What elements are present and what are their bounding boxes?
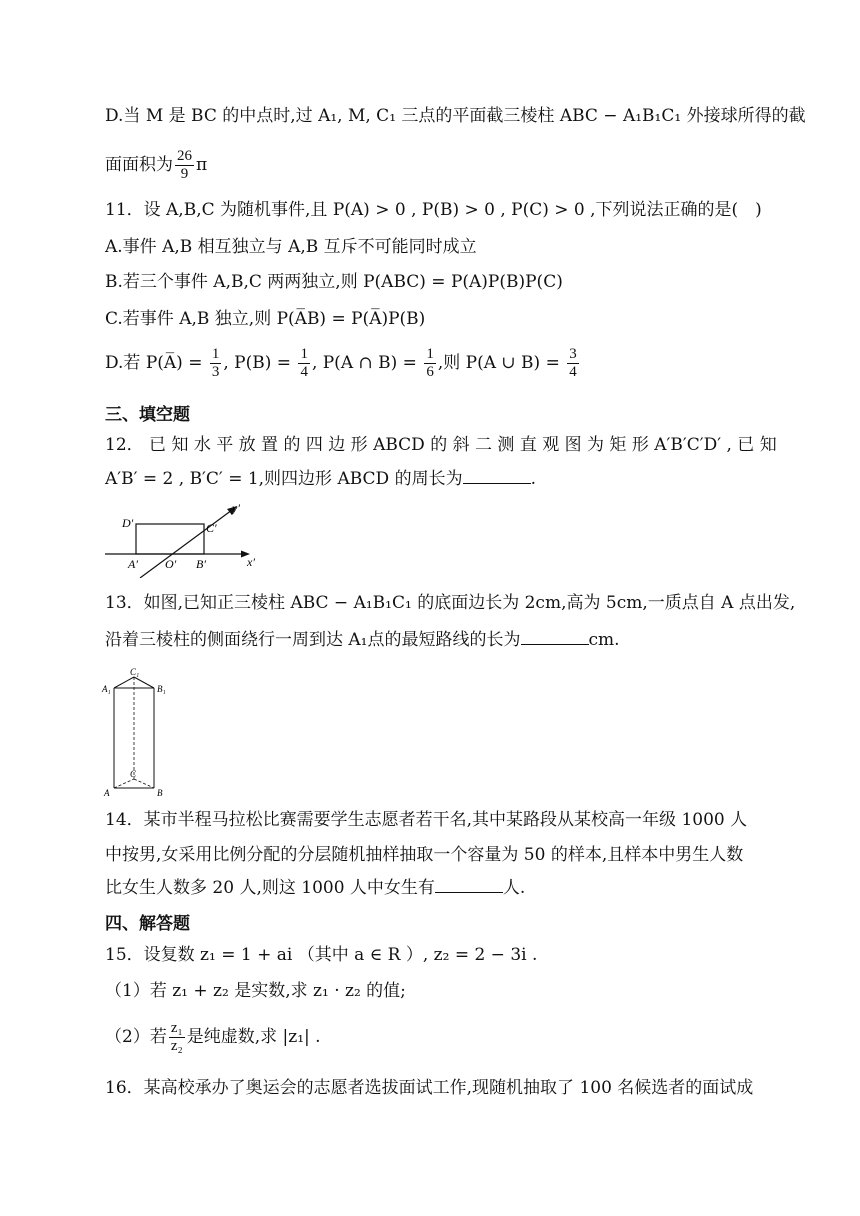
fraction-denominator: 3: [211, 364, 220, 380]
fraction-denominator: 4: [569, 364, 577, 380]
fraction-numerator: 1: [211, 346, 220, 362]
q11-option-d: [105, 344, 581, 382]
fraction-denominator: 4: [300, 364, 308, 380]
q14-line3: [105, 876, 525, 900]
q13-line1: 13．如图,已知正三棱柱 ABC − A₁B₁C₁ 的底面边长为 2cm,高为 5cm,一质点自 A 点出发,: [105, 593, 796, 613]
q13-line2-text: 沿着三棱柱的侧面绕行一周到达 A₁点的最短路线的长为: [105, 630, 521, 650]
label-b1: B₁: [157, 684, 166, 694]
q12-line2: [105, 467, 536, 491]
label-c1: C₁: [130, 667, 140, 677]
label-c: C′: [206, 521, 217, 535]
q15-part2: [105, 1018, 321, 1056]
q14-line1: 14．某市半程马拉松比赛需要学生志愿者若干名,其中某路段从某校高一年级 1000 人: [105, 810, 748, 830]
label-x: x′: [247, 555, 255, 569]
fraction-numerator: 1: [300, 346, 308, 362]
q11-stem: 11．设 A,B,C 为随机事件,且 P(A) > 0 , P(B) > 0 , P(C) > 0 ,下列说法正确的是( ): [105, 200, 762, 220]
rectangle-abcd: [136, 524, 204, 554]
answer-blank[interactable]: [435, 877, 503, 893]
q13-line2: [105, 628, 620, 652]
q15-part2-prefix: （2）若: [105, 1027, 167, 1047]
option-d-prefix: D.若 P(A̅) =: [105, 353, 203, 373]
q10-area-fraction: [175, 148, 194, 183]
q12-figure: [100, 500, 260, 578]
fraction-numerator: 1: [426, 346, 434, 362]
edge-c1b1: [134, 677, 154, 688]
label-y: y′: [232, 501, 240, 515]
fraction-1-3: [210, 346, 222, 381]
fraction-1-6: [424, 346, 436, 381]
q14-line3-text: 比女生人数多 20 人,则这 1000 人中女生有: [105, 878, 435, 898]
edge-ac: [114, 779, 134, 788]
q11-option-c: C.若事件 A,B 独立,则 P(A̅B) = P(A̅)P(B): [105, 309, 426, 329]
section-heading-solutions: 四、解答题: [105, 914, 190, 934]
q14-line2: 中按男,女采用比例分配的分层随机抽样抽取一个容量为 50 的样本,且样本中男生人数: [105, 845, 744, 865]
edge-a1c1: [114, 677, 134, 688]
q11-option-a: A.事件 A,B 相互独立与 A,B 互斥不可能同时成立: [105, 237, 477, 257]
fraction-denominator: z₂: [170, 1038, 183, 1054]
edge-cb: [134, 779, 154, 788]
q12-line1: 12． 已 知 水 平 放 置 的 四 边 形 ABCD 的 斜 二 测 直 观 图 为 矩 形 A′B′C′D′ , 已 知: [105, 435, 777, 455]
q12-line2-text: A′B′ = 2 , B′C′ = 1,则四边形 ABCD 的周长为: [105, 469, 463, 489]
q14-line3-suffix: 人.: [502, 878, 526, 898]
fraction-3-4: [567, 346, 579, 381]
label-o: O′: [165, 557, 177, 571]
q10-option-d-line2: [105, 146, 207, 184]
option-d-text: , P(A ∩ B) =: [311, 353, 417, 373]
label-b: B′: [196, 557, 206, 571]
fraction-numerator: 3: [569, 346, 577, 362]
label-c: C: [130, 769, 137, 779]
q13-prism-figure: [100, 662, 180, 802]
fraction-1-4: [298, 346, 310, 381]
fraction-numerator: 26: [177, 148, 192, 164]
fraction-denominator: 6: [426, 364, 434, 380]
q11-option-b: B.若三个事件 A,B,C 两两独立,则 P(ABC) = P(A)P(B)P(C): [105, 272, 563, 292]
fraction-numerator: z₁: [170, 1020, 183, 1036]
q13-line2-suffix: cm.: [588, 630, 620, 650]
q16-line1: 16．某高校承办了奥运会的志愿者选拔面试工作,现随机抽取了 100 名候选者的面试成: [105, 1078, 754, 1098]
q10-option-d-prefix: 面面积为: [105, 155, 173, 175]
y-axis: [140, 510, 232, 578]
section-heading-fill-in: 三、填空题: [105, 405, 190, 425]
option-d-text: ,则 P(A ∪ B) =: [437, 353, 560, 373]
q15-part2-suffix: 是纯虚数,求 |z₁| .: [186, 1027, 321, 1047]
label-a: A: [104, 788, 110, 798]
fraction-z1-z2: [169, 1020, 185, 1055]
q12-line2-suffix: .: [530, 469, 536, 489]
option-d-text: , P(B) =: [223, 353, 292, 373]
label-a1: A₁: [102, 684, 111, 694]
pi-symbol: π: [196, 155, 208, 175]
answer-blank[interactable]: [521, 629, 589, 645]
label-a: A′: [128, 557, 138, 571]
q10-option-d-line1: D.当 M 是 BC 的中点时,过 A₁, M, C₁ 三点的平面截三棱柱 ABC − A₁B₁C₁ 外接球所得的截: [105, 106, 806, 126]
label-b: B: [157, 788, 163, 798]
fraction-denominator: 9: [180, 166, 189, 182]
q15-part1: （1）若 z₁ + z₂ 是实数,求 z₁ · z₂ 的值;: [105, 981, 406, 1001]
answer-blank[interactable]: [463, 468, 531, 484]
label-d: D′: [122, 516, 134, 530]
q15-stem: 15．设复数 z₁ = 1 + ai （其中 a ∈ R ）, z₂ = 2 − 3i .: [105, 945, 538, 965]
